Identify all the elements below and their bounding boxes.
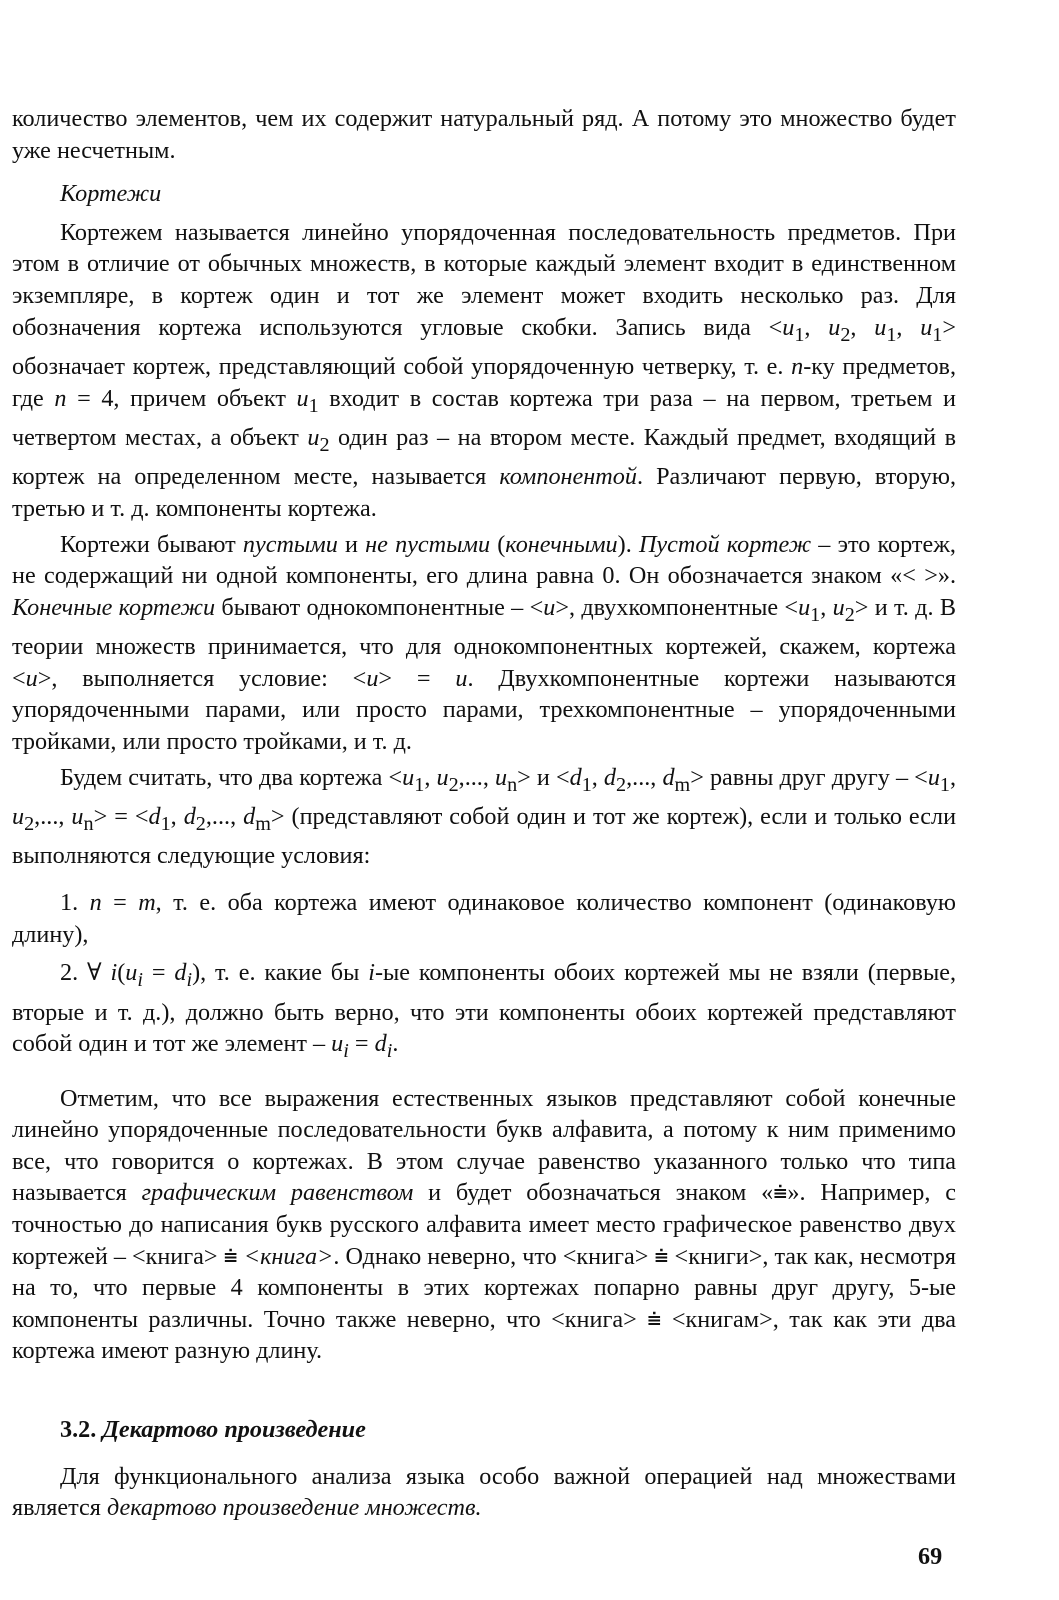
list-item-condition-1: 1. n = m, т. е. оба кортежа имеют одинаковое количество компонент (одинаковую длину),	[12, 889, 956, 948]
term-component: компонентой	[499, 463, 637, 491]
paragraph-tuple-definition: Кортежем называется линейно упорядоченная последовательность предметов. При этом в отличие от обычных множеств, в которые каждый элемент входит в единственном экземпляре, в кортеж один и тот же элемент может входить несколько раз. Для обозначения кортежа используются угловые скобки. Запись вида $<u_1$, $u_2$, $u_1$, $u_1>$ обозначает кортеж, представляющий собой упорядоченную четверку, т. е. n-ку предметов, где n = 4, причем объект $u_1$ входит в состав кортежа три раза – на первом, третьем и четвертом местах, а объект $u_2$ один раз – на втором месте. Каждый предмет, входящий в кортеж на определенном месте, называется компонентой. Различают первую, вторую, третью и т. д. компоненты кортежа.	[12, 218, 957, 523]
term-graphic-equality: графическим равенством	[141, 1179, 414, 1207]
section-number: 3.2.	[60, 1416, 97, 1443]
paragraph-graphic-equality: Отметим, что все выражения естественных языков представляют собой конечные линейно упорядоченные последовательности букв алфавита, а потому к ним применимо все, что говорится о кортежах. В этом случае равенство указанного только что типа называется графическим равенством и будет обозначаться знаком «⩧». Например, с точностью до написания букв русского алфавита имеет место графическое равенство двух кортежей – <книга> ⩧ <книга>. Однако неверно, что <книга> ⩧ <книги>, так как, несмотря на то, что первые 4 компоненты в этих кортежах попарно равны друг другу, 5-ые компоненты различны. Точно также неверно, что <книга> ⩧ <книгам>, так как эти два кортежа имеют разную длину.	[12, 1084, 956, 1365]
paragraph-cartesian-intro: Для функционального анализа языка особо важной операцией над множествами является декартово произведение множеств.	[12, 1462, 956, 1522]
section-heading	[12, 1414, 956, 1446]
list-item-condition-2: 2. ∀ $i(u_i = d_i)$, т. е. какие бы i-ые компоненты обоих кортежей мы не взяли (первые, вторые и т. д.), должно быть верно, что эти компоненты обоих кортежей представляют собой один и тот же элемент – $u_i = d_i$.	[12, 959, 956, 1063]
subheading-kortezhi: Кортежи	[60, 180, 162, 208]
term-cartesian-product: декартово произведение множеств.	[106, 1494, 482, 1522]
paragraph-tuple-types: Кортежи бывают пустыми и не пустыми (конечными). Пустой кортеж – это кортеж, не содержащий ни одной компоненты, его длина равна 0. Он обозначается знаком «< >». Конечные кортежи бывают однокомпонентные – <u>, двухкомпонентные $<u_1$, $u_2> и$ т. д. В теории множеств принимается, что для однокомпонентных кортежей, скажем, кортежа <u>, выполняется условие: <u> = u. Двухкомпонентные кортежи называются упорядоченными парами, или просто парами, трехкомпонентные – упорядоченными тройками, или просто тройками, и т. д.	[12, 530, 956, 755]
paragraph-tuple-equality: Будем считать, что два кортежа $<u_1$, $u_2$,..., $u_n> и <d_1$, $d_2$,..., $d_m>$ равны друг другу – $<u_1$, $u_2$,..., $u_n> = <d_1$, $d_2$,..., $d_m>$ (представляют собой один и тот же кортеж), если и только если выполняются следующие условия:	[12, 763, 957, 870]
page-number: 69	[918, 1543, 943, 1570]
section-title-text: Декартово произведение	[102, 1416, 366, 1443]
paragraph-continuation: количество элементов, чем их содержит натуральный ряд. А потому это множество будет уже несчетным.	[12, 105, 956, 164]
